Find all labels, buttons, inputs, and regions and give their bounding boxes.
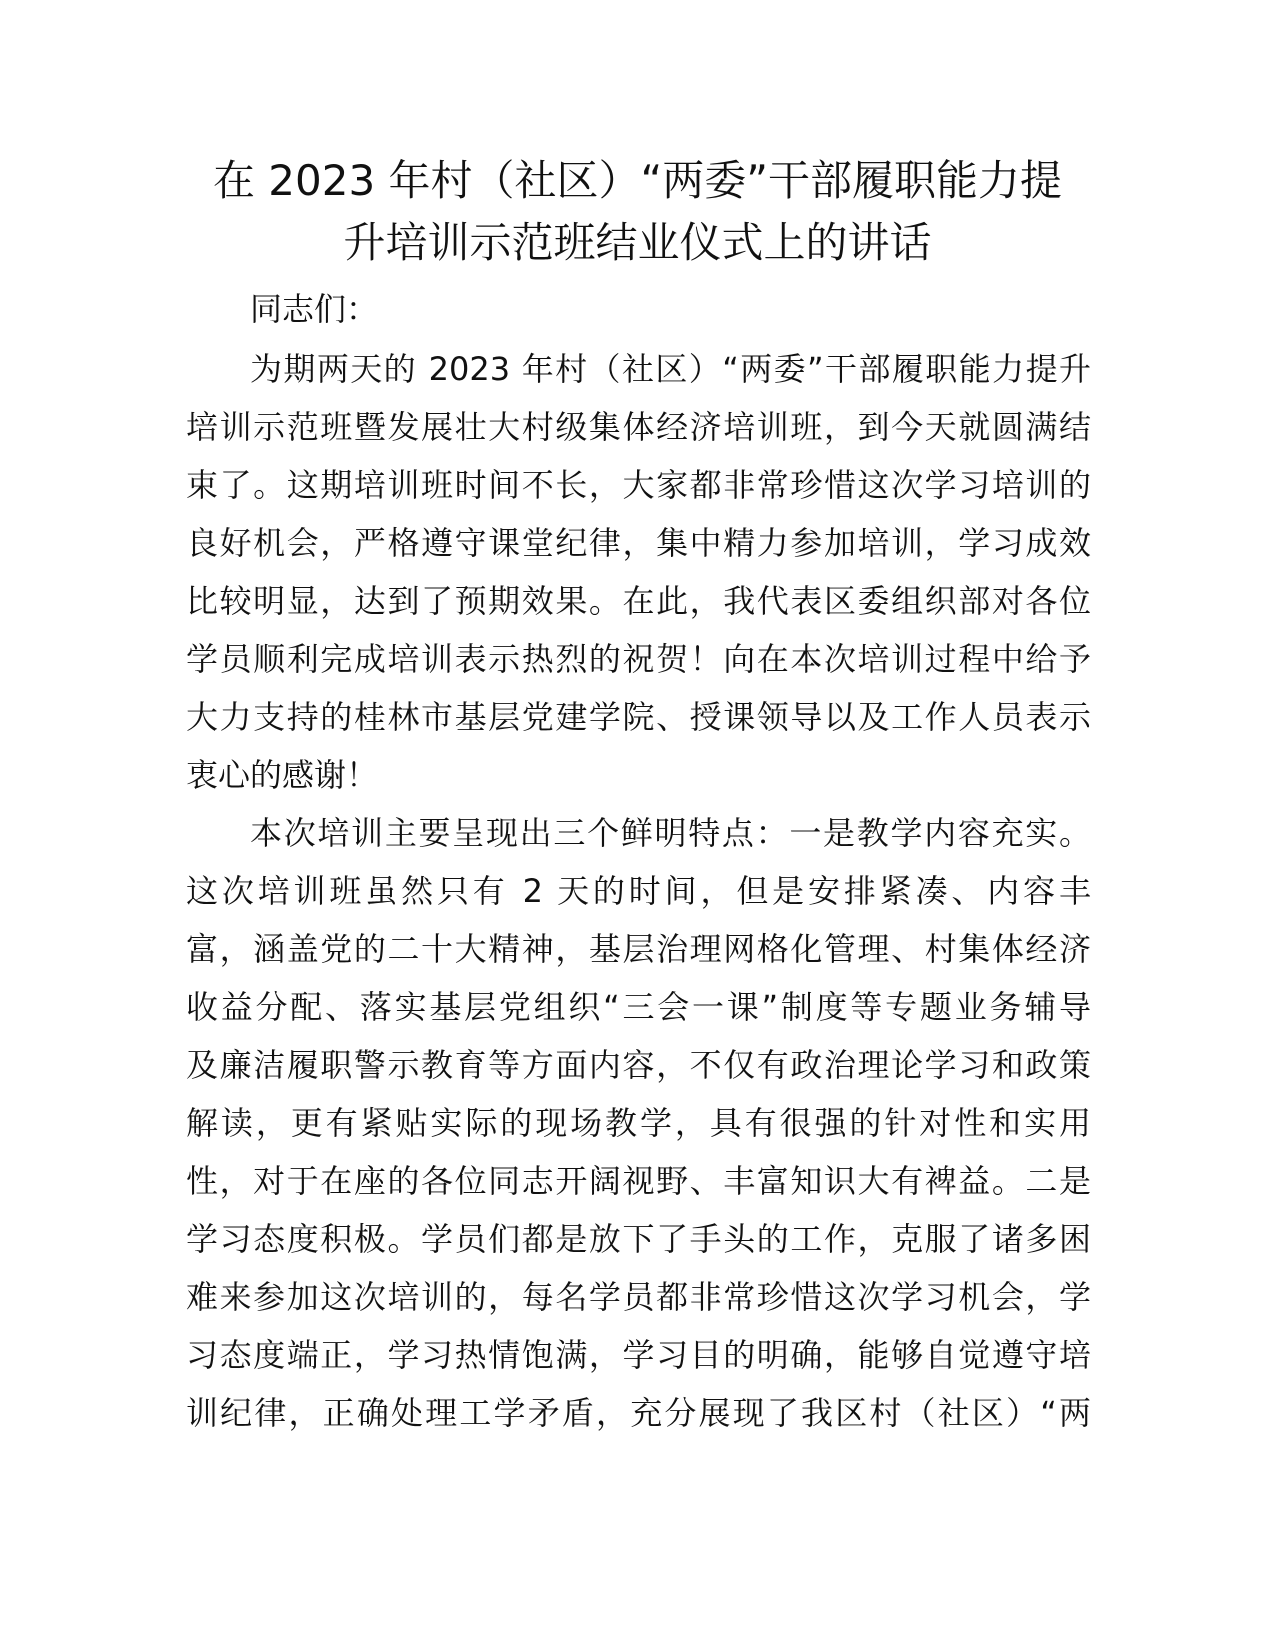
paragraph-line: 性，对于在座的各位同志开阔视野、丰富知识大有裨益。二是	[186, 1162, 1091, 1200]
paragraph-line: 难来参加这次培训的，每名学员都非常珍惜这次学习机会，学	[186, 1278, 1091, 1316]
document-title	[150, 150, 1125, 274]
title-line-2: 升培训示范班结业仪式上的讲话	[343, 218, 932, 267]
paragraph-line: 良好机会，严格遵守课堂纪律，集中精力参加培训，学习成效	[186, 524, 1091, 562]
paragraph-2	[186, 804, 1091, 1442]
paragraph-line: 大力支持的桂林市基层党建学院、授课领导以及工作人员表示	[186, 698, 1091, 736]
paragraph-line: 学员顺利完成培训表示热烈的祝贺！向在本次培训过程中给予	[186, 640, 1091, 678]
paragraph-line: 收益分配、落实基层党组织“三会一课”制度等专题业务辅导	[186, 988, 1091, 1026]
title-line-1: 在 2023 年村（社区）“两委”干部履职能力提	[212, 156, 1063, 205]
paragraph-line: 为期两天的 2023 年村（社区）“两委”干部履职能力提升	[250, 350, 1091, 388]
paragraph-line: 富，涵盖党的二十大精神，基层治理网格化管理、村集体经济	[186, 930, 1091, 968]
paragraph-line: 习态度端正，学习热情饱满，学习目的明确，能够自觉遵守培	[186, 1336, 1091, 1374]
paragraph-line: 衷心的感谢！	[186, 756, 379, 794]
paragraph-line: 这次培训班虽然只有 2 天的时间，但是安排紧凑、内容丰	[186, 872, 1091, 910]
paragraph-line: 学习态度积极。学员们都是放下了手头的工作，克服了诸多困	[186, 1220, 1091, 1258]
paragraph-line: 束了。这期培训班时间不长，大家都非常珍惜这次学习培训的	[186, 466, 1091, 504]
document-body	[186, 280, 1091, 1442]
paragraph-line: 本次培训主要呈现出三个鲜明特点：一是教学内容充实。	[250, 814, 1091, 852]
paragraph-line: 及廉洁履职警示教育等方面内容，不仅有政治理论学习和政策	[186, 1046, 1091, 1084]
paragraph-line: 训纪律，正确处理工学矛盾，充分展现了我区村（社区）“两	[186, 1394, 1091, 1432]
paragraph-line: 解读，更有紧贴实际的现场教学，具有很强的针对性和实用	[186, 1104, 1091, 1142]
paragraph-line: 比较明显，达到了预期效果。在此，我代表区委组织部对各位	[186, 582, 1091, 620]
salutation: 同志们：	[250, 290, 379, 328]
paragraph-1	[186, 340, 1091, 804]
paragraph-line: 培训示范班暨发展壮大村级集体经济培训班，到今天就圆满结	[186, 408, 1091, 446]
